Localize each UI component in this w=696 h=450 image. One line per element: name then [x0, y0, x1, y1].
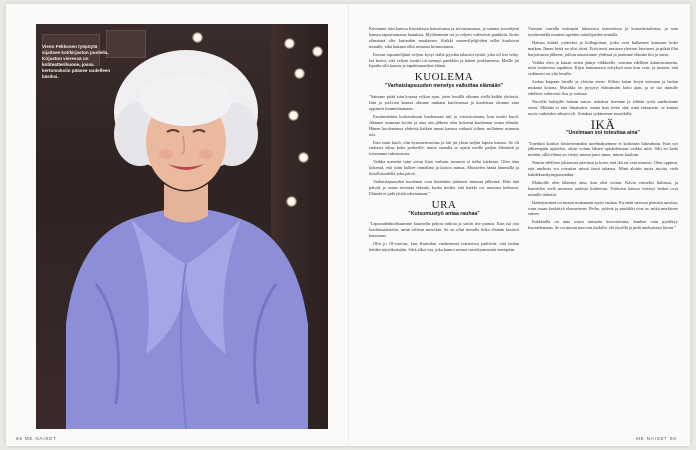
section-subtitle-ika: "Unelmaan voi toteuttaa aina": [566, 129, 640, 136]
paragraph: "Saimme pitää isän kotona viikon ajan, joten kesällä olimme siellä kaikki yhdessä. Isän ja ystävien kanssa olimme mukana kuolemassa ja kuolemaa olimme aina oppineet kunnioittamaan.: [369, 94, 519, 111]
paragraph: Olin jo 18-vuotias, kun Karttulan vanhemmat teatterissa päättivät, että laulan heidän näytöksissään. Siitä alkoi ura, joka kantoi minua vuosikymmeniä eteenpäin.: [369, 241, 519, 253]
page-folio-right: ME NAISET 69: [636, 436, 677, 441]
paragraph: Kerran rapsuttelijänä veljeni kysyi isältä pyydän takaisin tyttöä, joka oli itse tehty. Isä kertoi, että veljeni isoäiti on mennyt pankkiin ja hänen joukkueensa. Meille jäi lopulta silti kaunis ja tapahtumarikas elämä.: [369, 51, 519, 69]
page-gutter: [348, 4, 349, 446]
paragraph: Vaikka olen jo kauan sitten jäänyt eläkkeelle, seuraan edelleen kiinnostuneena, mitä teatterissa tapahtuu. Käyn katsomassa esityksiä aina kun voin, ja tunnen, että sydämeni on yhä lavalla.: [528, 59, 678, 77]
portrait-photo: [36, 24, 328, 429]
paragraph: Nuorille laulajille haluan sanoa: uskokaa itseenne ja tehkää työtä unelmienne eteen. Mikään ei tule ilmaiseksi, mutta kun teette sitä, mitä rakastatte, se kantaa myös vaikeiden aikojen yli. Antakaa sydämenne musiikille.: [528, 98, 678, 116]
paragraph: Vaikka menetin isäni aivan liian varhain, minusta ei tullut katkeraa. Olen aina kokenut, että isäni kulkee rinnallani ja katsoo minua. Muistelen häntä lämmöllä ja kiitollisuudella joka päivä.: [369, 159, 519, 177]
section-title-kuolema: KUOLEMA: [414, 71, 474, 84]
section-subtitle-ura: "Kutsumustyö antaa rauhaa": [408, 210, 480, 217]
paragraph: Joskus kaipaan lavalle ja yleisön eteen. Silloin laitan levyn soimaan ja laulan mukana kotona. Musiikki on pysynyt elämässäni koko ajan, ja se tuo minulle edelleen valtavasti iloa ja voimaa.: [528, 79, 678, 97]
paragraph: Varhaislapsuuden kuolemat ovat kuitenkin jättäneet minuun jälkensä. Elän tätä päivää ja osaan arvostaa elämää, koska tiedän, että kaikki voi muuttua hetkessä. Elämää ei pidä jättää odottamaan.": [369, 178, 519, 196]
paragraph: Nautin edelleen jokaisesta päivästä ja koen, että ikä on vain numero. Olen oppinut, että unelmia voi toteuttaa missä iässä tahansa. Minä aloitin uusia asioita vielä kahdeksankymppisenäkin.: [528, 160, 678, 178]
paragraph: Kaikkialla on aina uusia tarinoita kerrottavana, kunhan vain pysähtyy kuuntelemaan. Se on minun neuvoni kaikille: elä täysillä ja pidä unelmistasi kiinni.": [528, 219, 678, 231]
section-title-ura: URA: [431, 198, 457, 211]
section-subtitle-kuolema: "Varhaislapsuuden menetys vaikuttaa elämään": [385, 83, 503, 90]
paragraph: "Jotenkin koulun loistavimmaksi unelmaksemme ei korkeaan lukeuduttu. Kun nyt jälkeenpäin ajattelen, olisin voinut lähteä opiskelemaan vaikka mitä. Silti en kadu mitään, sillä elämä on vienyt minua juuri sinne, minne kuuluin.: [528, 140, 678, 158]
paragraph: Ikääntyminen on tuonut mukanaan myös rauhaa. En enää stressaa pienistä asioista, vaan osaan keskittyä olennaiseen. Perhe, ystävät ja musiikki ovat se, mikä merkitsee eniten.: [528, 199, 678, 217]
paragraph: Kävimme isän kanssa Karttulassa katsomassa ja tervastamassa, ja samme isovelijeni kanssa rapsuttamassa lautaksia. Myöhemmin isä ja veljeni vaihtoivat pankkiin. Koko elämänsä olin kuitenkin maalainen. Kaikki maanviljelijöiden tallat kuuluivat minulle, eikä kukaan ollut minusta kiinnostunut.: [369, 26, 519, 49]
text-column-2: [528, 26, 678, 233]
paragraph: "Lapsuudenkodissamme kuuntelin paljon radiota ja soitin itse pianoa. Kun isä osti koulutustaistelut, minä valitsin musiikin. Se on ollut minulle koko elämän kestävä kutsumus.: [369, 221, 519, 239]
paragraph: Ensimmäinen kosketukseni kuolemaan tuli jo viisivuotiaana, kun isoäiti kuoli. Jäämme asumaan kotiin ja aina sen jälkeen olen kokenut kuoleman osana elämää. Hänen kuolemansa yhdessä kaiken muun kanssa vaikutti siihen, millainen minusta tuli.: [369, 113, 519, 137]
page-folio-left: 68 ME NAISET: [16, 436, 57, 441]
paragraph: Kun isäni kuoli, olin kymmenvuotias ja äiti jäi yksin neljän lapsen kanssa. Se oli raskasta aikaa koko perheelle, mutta samalla se opetti meille paljon elämästä ja toistemme tukemisesta.: [369, 139, 519, 157]
text-column-1: [369, 26, 519, 255]
paragraph: Matkoille olen lähtenyt aina, kun olen voinut. Kävin viimeksi Italiassa, ja haaveilen vielä monesta uudesta kohteesta. Ystävien kanssa vietetyt hetket ovat minulle tärkeitä.: [528, 179, 678, 197]
paragraph: Vuosien varrella esiinnyin lukuisissa teattereissa ja konserttisaleissa, ja sain työskennellä monien upeiden taiteilijoiden rinnalla.: [528, 26, 678, 37]
section-title-ika: IKÄ: [590, 116, 616, 132]
woman-figure: [36, 24, 328, 429]
photo-caption: Vieno Fekkosen työpöytä sijaitsee kotikirjaston puolella. Kirjaston vieressä on kotiteatterihuone, jossa kertomuksiin pääsee uudelleen käsiksi.: [42, 44, 111, 79]
paragraph: Haluan kiittää ystäviäni ja kollegoitani, jotka ovat kulkeneet kanssani koko matkan. Ilman heitä en olisi tässä. Erityisesti muistan yhteiset kiertueet ja pitkät illat harjoitusten jälkeen, jolloin nauroimme yhdessä ja jaoimme elämän ilot ja surut.: [528, 39, 678, 57]
magazine-spread: [6, 4, 690, 446]
